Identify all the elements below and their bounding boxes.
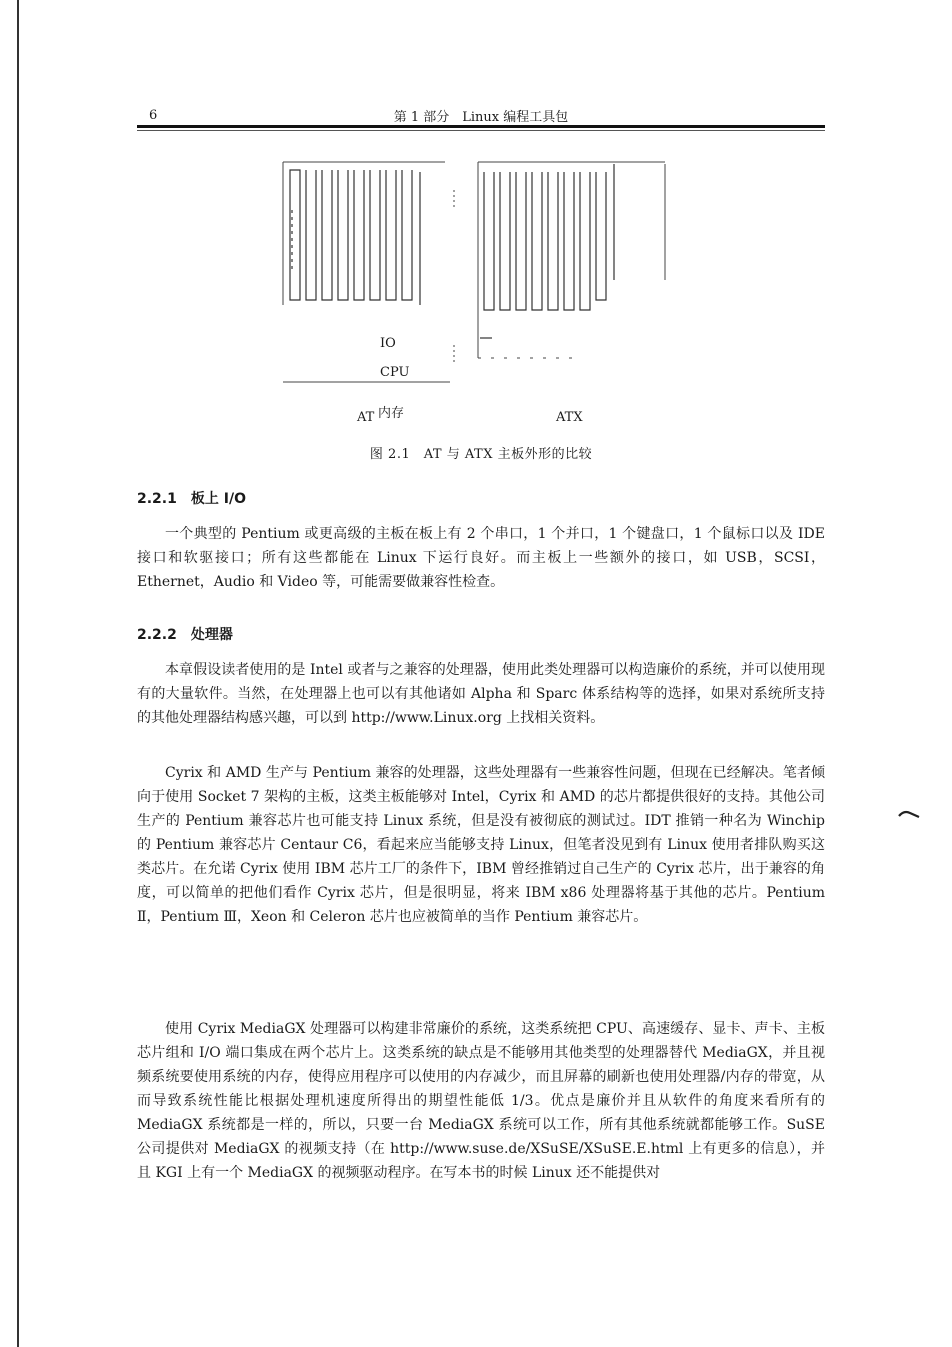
paragraph-processor-mediagx: 使用 Cyrix MediaGX 处理器可以构建非常廉价的系统，这类系统把 CPU、高速缓存、显卡、声卡、主板芯片组和 I/O 端口集成在两个芯片上。这类系统的缺点是不能够用其他类型的处理器替代 MediaGX，并且视频系统要使用系统的内存，使得应用程序可以使用的内存减少，而且屏幕的刷新也使用处理器/内存的带宽，从而导致系统性能比根据处理机速度所得出的期望性能低 1/3。优点是廉价并且从软件的角度来看所有的 MediaGX 系统都是一样的，所以，只要一台 MediaGX 系统可以工作，所有其他系统就都能够工作。SuSE 公司提供对 MediaGX 的视频支持（在 http://www.suse.de/XSuSE/XSuSE.E.html 上有更多的信息），并且 KGI 上有一个 MediaGX 的视频驱动程序。在写本书的时候 Linux 还不能提供对 xyxy=(137,1021,825,1181)
header-rule-thin xyxy=(137,130,825,131)
paragraph-processor-cyrix-amd: Cyrix 和 AMD 生产与 Pentium 兼容的处理器，这些处理器有一些兼容性问题，但现在已经解决。笔者倾向于使用 Socket 7 架构的主板，这类主板能够对 Intel，Cyrix 和 AMD 的芯片都提供很好的支持。其他公司生产的 Pentium 兼容芯片也可能支持 Linux 系统，但是没有被彻底的测试过。IDT 推销一种名为 Winchip 的 Pentium 兼容芯片 Centaur C6，看起来应当能够支持 Linux，但笔者没见到有 Linux 使用者排队购买这类芯片。在允诺 Cyrix 使用 IBM 芯片工厂的条件下，IBM 曾经推销过自己生产的 Cyrix 芯片，出于兼容的角度，可以简单的把他们看作 Cyrix 芯片，但是很明显，将来 IBM x86 处理器将基于其他的芯片。Pentium Ⅱ，Pentium Ⅲ，Xeon 和 Celeron 芯片也应被简单的当作 Pentium 兼容芯片。 xyxy=(137,765,825,925)
section-title: 处理器 xyxy=(190,627,233,643)
atx-cpu-label: CPU xyxy=(380,365,410,380)
figure-caption: 图 2.1 AT 与 ATX 主板外形的比较 xyxy=(369,447,593,462)
atx-board-outline xyxy=(454,162,665,365)
header-rule xyxy=(137,125,825,128)
header-title: 第 1 部分 Linux 编程工具包 xyxy=(393,110,569,125)
section-number: 2.2.2 xyxy=(137,627,177,643)
at-expansion-slots xyxy=(290,170,420,305)
section-heading-onboard-io xyxy=(137,488,246,508)
scan-mark-icon xyxy=(898,810,920,818)
atx-io-label: IO xyxy=(380,336,396,351)
section-title: 板上 I/O xyxy=(190,491,246,507)
page-number: 6 xyxy=(149,108,158,123)
atx-label: ATX xyxy=(556,410,583,425)
paragraph-onboard-io: 一个典型的 Pentium 或更高级的主板在板上有 2 个串口，1 个并口，1 个键盘口，1 个鼠标口以及 IDE 接口和软驱接口；所有这些都能在 Linux 下运行良好。而主板上一些额外的接口，如 USB，SCSI，Ethernet，Audio 和 Video 等，可能需要做兼容性检查。 xyxy=(137,526,825,590)
motherboard-comparison-figure xyxy=(280,150,680,390)
paragraph-processor-intro: 本章假设读者使用的是 Intel 或者与之兼容的处理器，使用此类处理器可以构造廉价的系统，并可以使用现有的大量软件。当然，在处理器上也可以有其他诸如 Alpha 和 Sparc 体系结构等的选择，如果对系统所支持的其他处理器结构感兴趣，可以到 http://www.Linux.org 上找相关资料。 xyxy=(137,662,825,726)
at-board-outline xyxy=(283,162,454,382)
at-label: AT xyxy=(357,410,375,425)
atx-memory-label: 内存 xyxy=(378,406,405,421)
scan-edge-line xyxy=(17,0,19,1347)
section-heading-processor xyxy=(137,624,233,644)
atx-expansion-slots xyxy=(480,164,614,338)
section-number: 2.2.1 xyxy=(137,491,177,507)
